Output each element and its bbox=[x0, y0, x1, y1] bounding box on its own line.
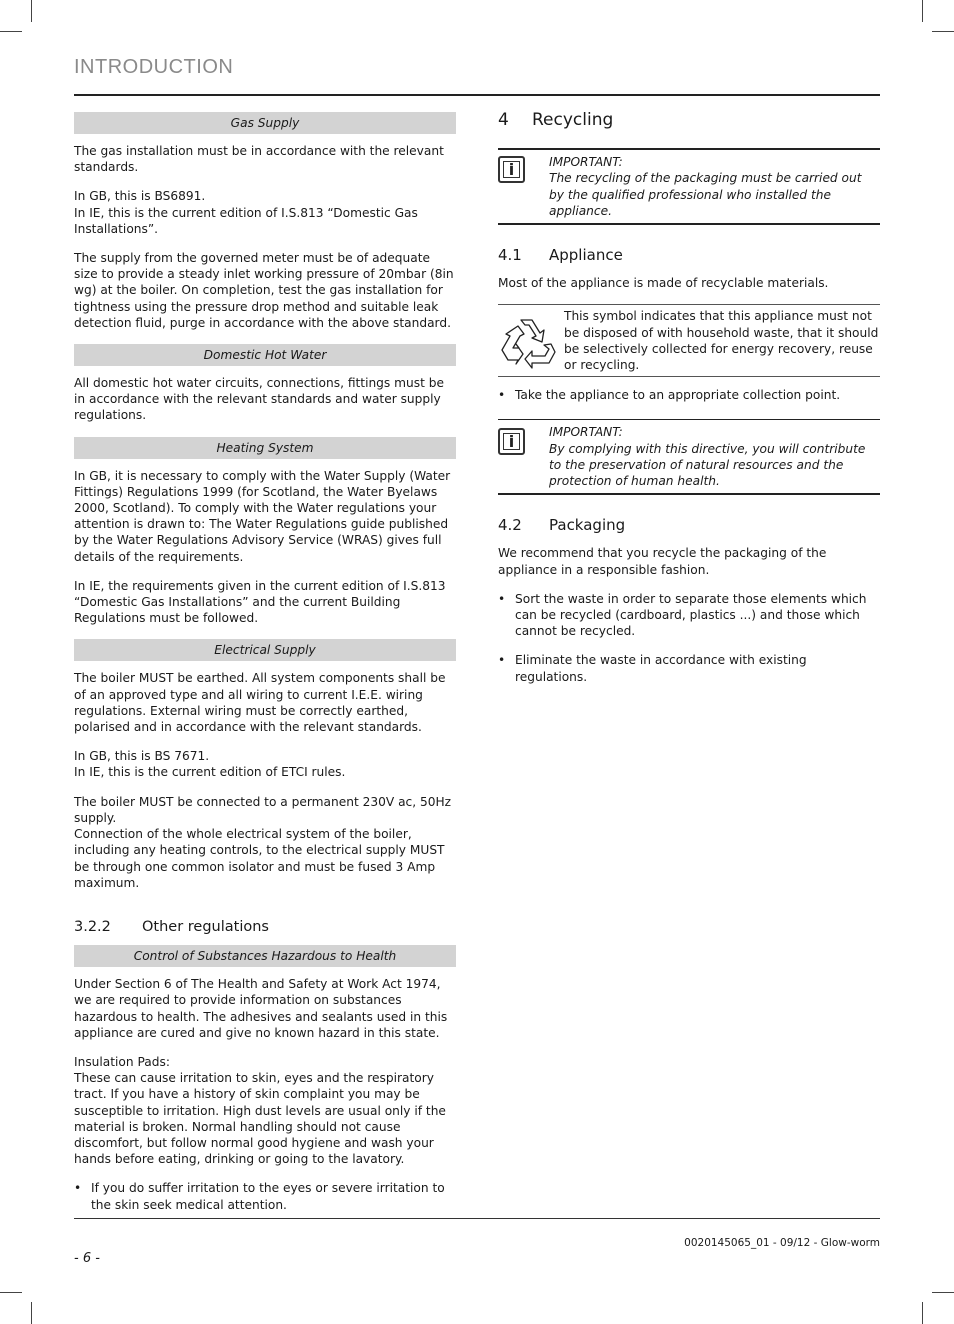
electrical-ie: In IE, this is the current edition of ETCI rules. bbox=[74, 765, 346, 780]
info-icon: i bbox=[498, 428, 525, 455]
list-item-text: Eliminate the waste in accordance with existing regulations. bbox=[515, 653, 807, 684]
list-item bbox=[74, 1180, 456, 1212]
note-label: IMPORTANT: bbox=[549, 155, 623, 170]
note-label: IMPORTANT: bbox=[549, 425, 623, 440]
gas-supply-ie: In IE, this is the current edition of I.S.813 “Domestic Gas Installations”. bbox=[74, 205, 418, 236]
list-item-text: If you do suffer irritation to the eyes or severe irritation to the skin seek medical attention. bbox=[91, 1181, 445, 1212]
bullet-icon: • bbox=[498, 591, 506, 606]
footer-rule bbox=[74, 1218, 880, 1219]
crop-mark bbox=[0, 31, 22, 32]
note-text: The recycling of the packaging must be carried out by the qualified professional who installed the appliance. bbox=[549, 171, 862, 218]
insulation-pads-paragraph bbox=[74, 1054, 456, 1167]
heating-system-heading: Heating System bbox=[74, 437, 456, 459]
heating-ie-paragraph: In IE, the requirements given in the current edition of I.S.813 “Domestic Gas Installations” and the current Building Regulations must be followed. bbox=[74, 578, 446, 626]
hot-water-heading: Domestic Hot Water bbox=[74, 344, 456, 366]
bullet-icon: • bbox=[498, 388, 506, 403]
section-number: 4 bbox=[498, 110, 509, 130]
hot-water-paragraph: All domestic hot water circuits, connections, fittings must be in accordance with the relevant standards and water supply regulations. bbox=[74, 376, 444, 423]
list-item bbox=[498, 652, 880, 684]
page-header-title: INTRODUCTION bbox=[74, 56, 234, 78]
electrical-supply-heading: Electrical Supply bbox=[74, 639, 456, 661]
crop-mark bbox=[0, 1292, 22, 1293]
left-column bbox=[74, 112, 456, 1226]
section-title: Packaging bbox=[549, 516, 626, 535]
header-rule bbox=[74, 94, 880, 96]
crop-mark bbox=[31, 1302, 32, 1324]
section-title: Other regulations bbox=[142, 918, 269, 935]
gas-supply-heading: Gas Supply bbox=[74, 112, 456, 134]
insulation-pads-label: Insulation Pads: bbox=[74, 1054, 170, 1069]
gas-supply-standards bbox=[74, 188, 456, 237]
section-number: 4.2 bbox=[498, 516, 522, 535]
list-item-text: Take the appliance to an appropriate collection point. bbox=[515, 388, 841, 403]
appliance-paragraph: Most of the appliance is made of recyclable materials. bbox=[498, 276, 829, 291]
list-item bbox=[498, 591, 880, 640]
right-column bbox=[498, 112, 880, 698]
other-regulations-title bbox=[74, 919, 456, 935]
gas-supply-gb: In GB, this is BS6891. bbox=[74, 189, 206, 204]
list-item bbox=[498, 387, 880, 403]
gas-supply-meter-paragraph: The supply from the governed meter must be of adequate size to provide a steady inlet working pressure of 20mbar (8in wg) at the boiler. On completion, test the gas installation for tightness using the pressure drop method and suitable leak detection fluid, purge in accordance with the above standard. bbox=[74, 251, 454, 330]
crop-mark bbox=[922, 0, 923, 22]
electrical-gb: In GB, this is BS 7671. bbox=[74, 749, 210, 764]
electrical-standards bbox=[74, 748, 456, 780]
electrical-isolator-line: Connection of the whole electrical system of the boiler, including any heating controls, to the electrical supply MUST be through one common isolator and must be fused 3 Amp maximum. bbox=[74, 827, 445, 890]
section-title: Recycling bbox=[532, 110, 614, 130]
gas-supply-paragraph: The gas installation must be in accordance with the relevant standards. bbox=[74, 144, 444, 175]
recycle-symbol-text: This symbol indicates that this appliance must not be disposed of with household waste, that it should be selectively collected for energy recovery, reuse or recycling. bbox=[564, 309, 879, 373]
bullet-icon: • bbox=[498, 653, 506, 668]
recycling-title bbox=[498, 112, 880, 128]
section-number: 3.2.2 bbox=[74, 918, 111, 935]
crop-mark bbox=[932, 1292, 954, 1293]
bullet-icon: • bbox=[74, 1181, 82, 1196]
info-icon: i bbox=[498, 156, 525, 183]
important-note bbox=[498, 419, 880, 495]
crop-mark bbox=[922, 1302, 923, 1324]
recycle-icon bbox=[499, 314, 557, 370]
list-item-text: Sort the waste in order to separate those elements which can be recycled (cardboard, plastics ...) and those which cannot be recycled. bbox=[515, 591, 867, 639]
electrical-earth-paragraph: The boiler MUST be earthed. All system components shall be of an approved type and all wiring to current I.E.E. wiring regulations. External wiring must be correctly earthed, polarised and in accordance with the relevant standards. bbox=[74, 671, 446, 735]
electrical-connection-paragraph bbox=[74, 794, 456, 891]
coshh-heading: Control of Substances Hazardous to Health bbox=[74, 945, 456, 967]
page-number: - 6 - bbox=[74, 1251, 100, 1266]
coshh-paragraph: Under Section 6 of The Health and Safety at Work Act 1974, we are required to provide information on substances hazardous to health. The adhesives and sealants used in this appliance are cured and give no known hazard in this state. bbox=[74, 977, 448, 1040]
section-number: 4.1 bbox=[498, 246, 522, 265]
packaging-paragraph: We recommend that you recycle the packaging of the appliance in a responsible fashion. bbox=[498, 546, 827, 577]
appliance-title bbox=[498, 247, 880, 263]
insulation-pads-text: These can cause irritation to skin, eyes and the respiratory tract. If you have a history of skin complaint you may be susceptible to irritation. High dust levels are usual only if the material is broken. Normal handling should not cause discomfort, but follow normal good hygiene and wash your hands before eating, drinking or going to the lavatory. bbox=[74, 1071, 446, 1167]
crop-mark bbox=[932, 31, 954, 32]
section-title: Appliance bbox=[549, 246, 623, 265]
recycle-symbol-box bbox=[498, 304, 880, 377]
packaging-title bbox=[498, 517, 880, 533]
electrical-supply-line: The boiler MUST be connected to a permanent 230V ac, 50Hz supply. bbox=[74, 794, 452, 825]
heating-gb-paragraph: In GB, it is necessary to comply with the Water Supply (Water Fittings) Regulations 1999 (for Scotland, the Water Byelaws 2000, Scotland). To comply with the Water regulations your attention is drawn to: The Water Regulations guide published by the Water Regulations Advisory Service (WRAS) gives full details of the requirements. bbox=[74, 468, 451, 564]
note-text: By complying with this directive, you will contribute to the preservation of natural resources and the protection of human health. bbox=[549, 441, 866, 489]
crop-mark bbox=[31, 0, 32, 22]
important-note bbox=[498, 148, 880, 225]
document-reference: 0020145065_01 - 09/12 - Glow-worm bbox=[684, 1237, 880, 1249]
